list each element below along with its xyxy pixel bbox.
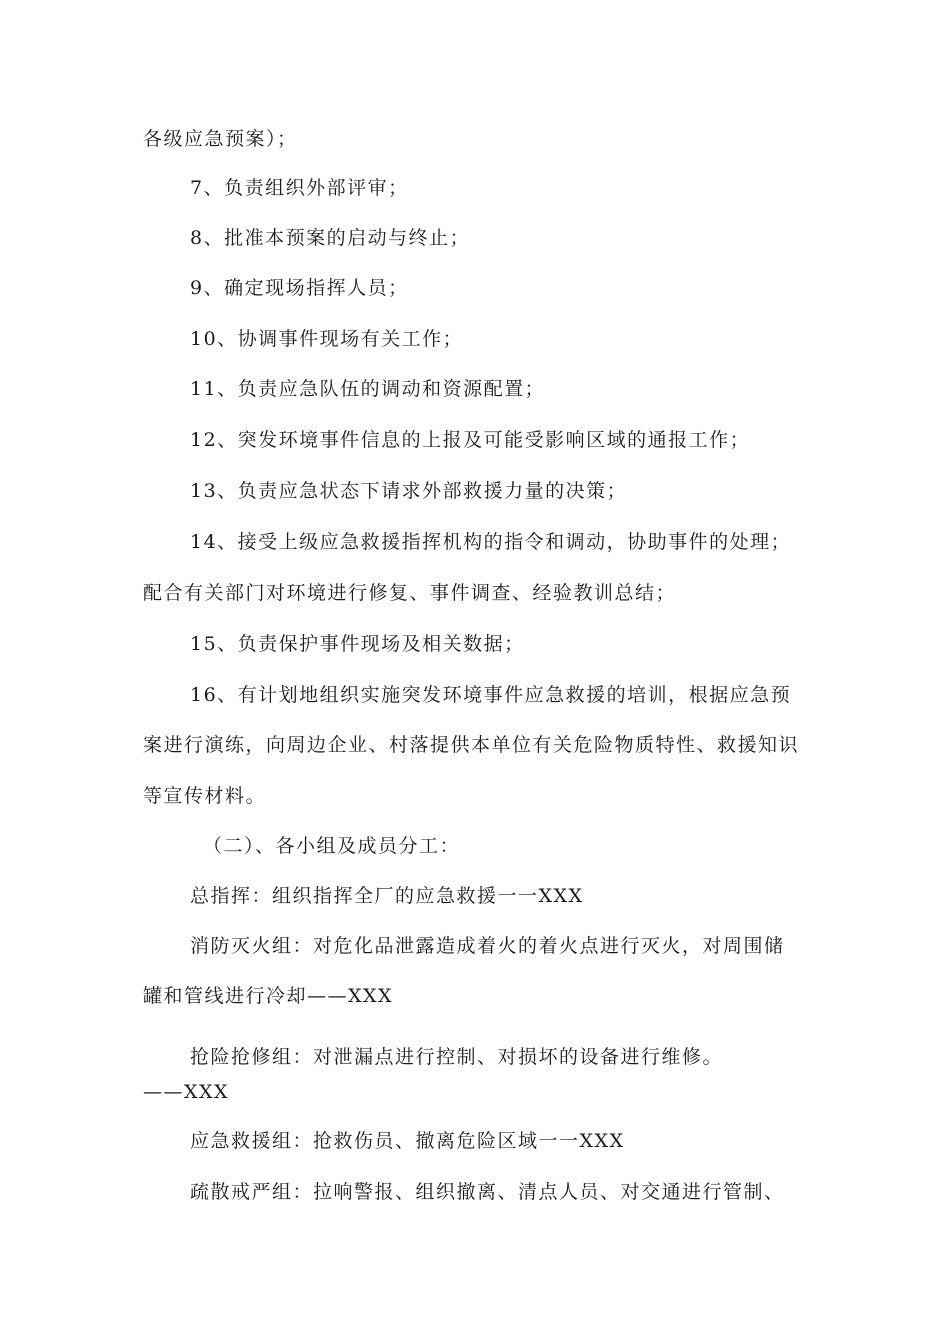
paragraph-line: 抢险抢修组：对泄漏点进行控制、对损坏的设备进行维修。 (190, 1046, 724, 1068)
paragraph-line: 15、负责保护事件现场及相关数据； (190, 633, 525, 655)
paragraph-line: 12、突发环境事件信息的上报及可能受影响区域的通报工作； (190, 429, 751, 451)
paragraph-line: 14、接受上级应急救援指挥机构的指令和调动，协助事件的处理； (190, 531, 792, 553)
paragraph-line: 应急救援组：抢救伤员、撤离危险区域一一XXX (190, 1130, 625, 1152)
paragraph-line: 疏散戒严组：拉响警报、组织撤离、清点人员、对交通进行管制、 (190, 1181, 785, 1203)
paragraph-line: 配合有关部门对环境进行修复、事件调查、经验教训总结； (143, 582, 677, 604)
paragraph-line: 总指挥：组织指挥全厂的应急救援一一XXX (190, 885, 584, 907)
paragraph-line: 消防灭火组：对危化品泄露造成着火的着火点进行灭火，对周围储 (190, 935, 785, 957)
paragraph-line: 等宣传材料。 (143, 785, 267, 807)
paragraph-line: 9、确定现场指挥人员； (190, 277, 409, 299)
section-heading: （二）、各小组及成员分工： (203, 835, 461, 857)
paragraph-line: 7、负责组织外部评审； (190, 177, 409, 199)
paragraph-line: 罐和管线进行冷却——XXX (143, 985, 394, 1007)
paragraph-line: 16、有计划地组织实施突发环境事件应急救援的培训，根据应急预 (190, 684, 792, 706)
paragraph-line: 案进行演练，向周边企业、村落提供本单位有关危险物质特性、救援知识 (143, 734, 800, 756)
paragraph-line: 各级应急预案）； (143, 128, 298, 150)
paragraph-line: 13、负责应急状态下请求外部救援力量的决策； (190, 480, 628, 502)
paragraph-line: 8、批准本预案的启动与终止； (190, 227, 471, 249)
paragraph-line: 10、协调事件现场有关工作； (190, 328, 464, 350)
paragraph-line: 11、负责应急队伍的调动和资源配置； (190, 378, 546, 400)
paragraph-line: ——XXX (143, 1081, 230, 1103)
